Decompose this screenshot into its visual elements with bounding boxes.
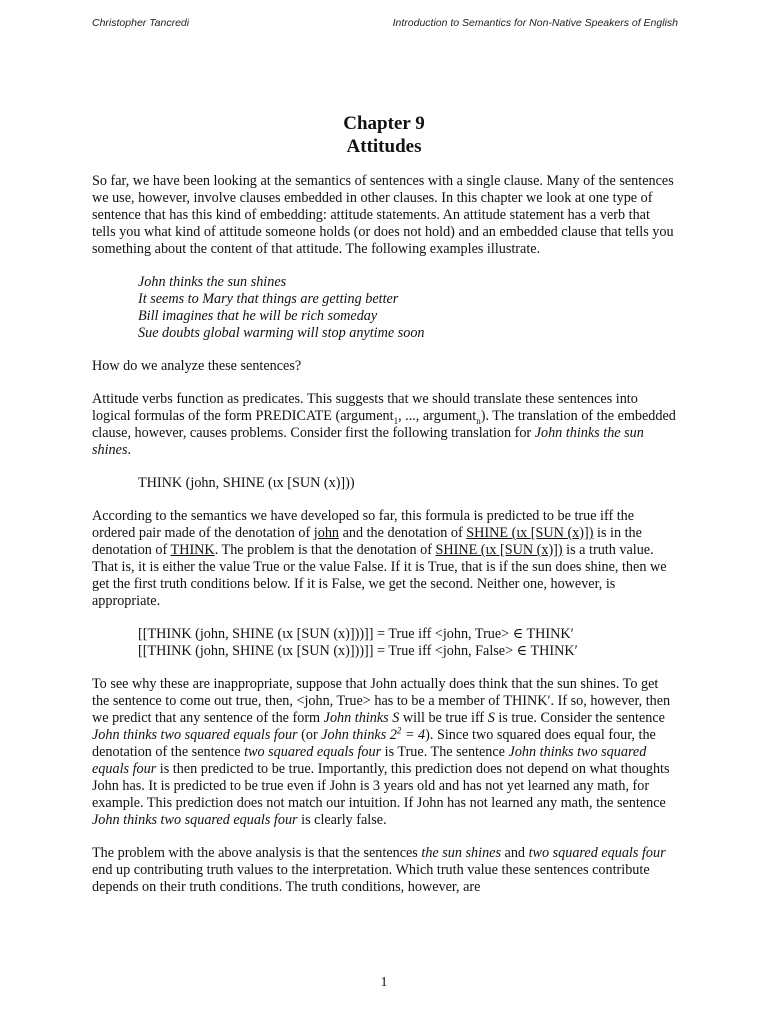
text-run: is then predicted to be true. Importantly, this prediction does not depend on what thoughts John has. It is predicted to be true even if John is 3 years old and has not yet learned any math, for example. This prediction does not match our intuition. If John has not learned any math, the sentence [92,761,670,811]
intro-paragraph: So far, we have been looking at the semantics of sentences with a single clause. Many of the sentences we use, however, involve clauses embedded in other clauses. In this chapter we look at one type of sentence that has this kind of embedding: attitude statements. An attitude statement has a verb that tells you what kind of attitude someone holds (or does not hold) and an embedded clause that tells you something about the content of that attitude. The following examples illustrate. [92,173,674,257]
example-item: It seems to Mary that things are getting better [138,291,399,307]
text-run: (or [297,727,322,743]
text-run: Attitude verbs function as predicates. This suggests that we should translate these sentences into logical formulas of the form PREDICATE (argument [92,391,638,424]
underlined-term: SHINE (ιx [SUN (x)]) [466,525,594,541]
italic-run: John thinks 2 [321,727,397,743]
text-run: is clearly false. [297,812,387,828]
text-run: is True. The sentence [381,744,509,760]
text-run: . The problem is that the denotation of [214,542,436,558]
text-run: is true. Consider the sentence [494,710,665,726]
paragraph-inappropriate [92,676,676,829]
formula-false: [[THINK (john, SHINE (ιx [SUN (x)]))]] = True iff <john, False> ∈ THINK′ [138,643,578,659]
paragraph-attitude-verbs [92,391,676,459]
italic-example: John thinks the sun shines [92,425,644,458]
example-item: Sue doubts global warming will stop anytime soon [138,325,425,341]
text-run: ). Since two squared does equal four, the denotation of the sentence [92,727,656,760]
chapter-title: Attitudes [346,136,422,157]
formula-true: [[THINK (john, SHINE (ιx [SUN (x)]))]] = True iff <john, True> ∈ THINK′ [138,626,574,642]
text-run: ). The translation of the embedded clause, however, causes problems. Consider first the following translation for [92,408,676,441]
paragraph-problem [92,845,676,896]
superscript: 2 [396,725,402,736]
italic-run: the sun shines [421,845,501,861]
underlined-term: john [313,525,340,541]
example-item: John thinks the sun shines [138,274,287,290]
question-paragraph: How do we analyze these sentences? [92,358,302,374]
italic-run: two squared equals four [528,845,666,861]
text-run: is a truth value. That is, it is either the value True or the value False. If it is True, that is if the sun does shine, then we get the first truth conditions below. If it is False, we get the second. Neither one, however, is appropriate. [92,542,667,609]
example-list [138,274,676,342]
page-number: 1 [380,975,388,990]
italic-run: John thinks S [323,710,400,726]
text-run: , ..., argument [398,408,477,424]
running-header-book-title: Introduction to Semantics for Non-Native Speakers of English [392,17,678,29]
italic-run: two squared equals four [244,744,382,760]
italic-run: John thinks two squared equals four [92,744,647,777]
chapter-heading [0,112,768,158]
text-run: . [127,442,132,458]
text-run: According to the semantics we have developed so far, this formula is predicted to be true iff the ordered pair made of the denotation of [92,508,635,541]
formula-think: THINK (john, SHINE (ιx [SUN (x)])) [138,475,355,491]
paragraph-semantics [92,508,676,610]
text-run: The problem with the above analysis is that the sentences [92,845,422,861]
text-run: and [500,845,529,861]
text-run: end up contributing truth values to the interpretation. Which truth value these sentences contribute depends on their truth conditions. The truth conditions, however, are [92,862,650,895]
text-run: and the denotation of [339,525,467,541]
underlined-term: SHINE (ιx [SUN (x)]) [435,542,563,558]
text-run: To see why these are inappropriate, suppose that John actually does think that the sun shines. To get the sentence to come out true, then, <john, True> has to be a member of THINK′. If so, however, then we predict that any sentence of the form [92,676,671,726]
italic-run: = 4 [401,727,426,743]
italic-run: John thinks two squared equals four [92,812,298,828]
running-header-author: Christopher Tancredi [92,17,190,29]
text-run: will be true iff [399,710,488,726]
example-item: Bill imagines that he will be rich someday [138,308,378,324]
truth-condition-formulas [138,626,676,660]
subscript: 1 [393,415,399,426]
italic-run: John thinks two squared equals four [92,727,298,743]
page-body [92,173,676,912]
chapter-number: Chapter 9 [343,113,425,134]
italic-run: S [487,710,495,726]
text-run: is in the denotation of [92,525,642,558]
underlined-term: THINK [170,542,215,558]
subscript: n [476,415,481,426]
